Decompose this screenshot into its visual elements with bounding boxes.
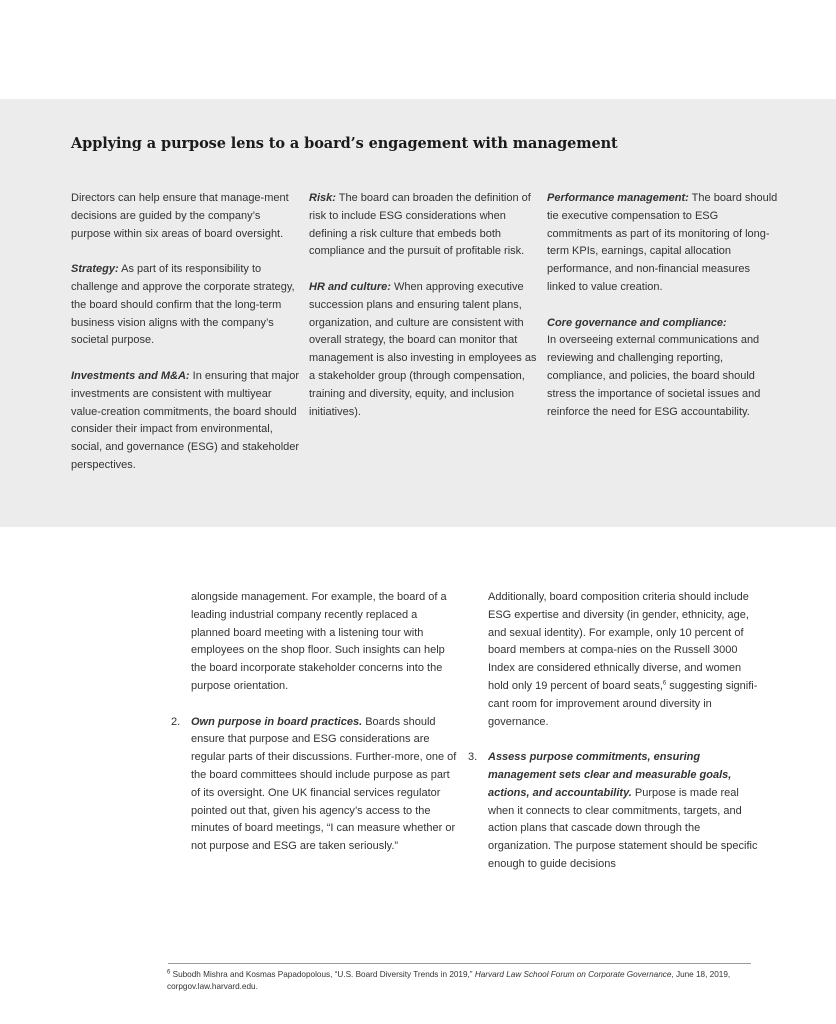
body-column-right	[468, 589, 760, 892]
box-column-3	[547, 190, 779, 439]
risk-heading: Risk:	[309, 192, 336, 204]
list-number: 3.	[468, 751, 478, 764]
strategy-text: As part of its responsibility to challenge and approve the corporate strategy, the board should confirm that the long-term business vision aligns with the company’s societal purpose.	[71, 263, 295, 347]
footnote-text: Subodh Mishra and Kosmas Papadopolous, “U.S. Board Diversity Trends in 2019,”	[170, 970, 475, 979]
box-risk	[309, 190, 541, 261]
box-hr-culture	[309, 279, 541, 421]
list-item-3	[468, 749, 760, 874]
performance-heading: Performance management:	[547, 192, 689, 204]
box-investments	[71, 368, 301, 475]
investments-heading: Investments and M&A:	[71, 369, 190, 382]
hr-culture-text: When approving executive succession plans and ensuring talent plans, organization, and culture are consistent with overall strategy, the board can monitor that management is also investing in employees as a stakeholder group (through compensation, training and diversity, equity, and inclusion initiatives).	[309, 280, 537, 418]
paragraph-text-cont: suggesting signifi-cant room for improvement around diversity in governance.	[488, 679, 758, 728]
list-item-text: Purpose is made real when it connects to clear commitments, targets, and action plans that cascade down through the organization. The purpose statement should be specific enough to guide decisions	[488, 786, 758, 870]
performance-text: The board should tie executive compensation to ESG commitments as part of its monitoring of long-term KPIs, earnings, capital allocation performance, and non-financial measures linked to value creation.	[547, 192, 778, 293]
footnote-source: Harvard Law School Forum on Corporate Governance	[474, 970, 672, 979]
footnote-divider	[168, 963, 751, 964]
box-column-1	[71, 190, 301, 493]
body-paragraph	[488, 589, 760, 731]
governance-text: In overseeing external communications and reviewing and challenging reporting, compliance, and policies, the board should stress the importance of societal issues and reinforce the need for ESG accountability.	[547, 334, 761, 418]
hr-culture-heading: HR and culture:	[309, 280, 391, 293]
strategy-heading: Strategy:	[71, 263, 119, 276]
box-governance	[547, 315, 779, 422]
box-strategy	[71, 261, 301, 350]
body-column-left	[171, 589, 457, 874]
paragraph-text: Additionally, board composition criteria should include ESG expertise and diversity (in gender, ethnicity, age, and sexual identity). For example, only 10 percent of board members at compa-nies on the Russell 3000 Index are considered ethnically diverse, and women hold only 19 percent of board seats,	[488, 591, 749, 692]
footnote-mark: 6	[167, 969, 171, 976]
box-intro: Directors can help ensure that manage-ment decisions are guided by the company’s purpose within six areas of board oversight.	[71, 192, 289, 240]
list-item-text: Boards should ensure that purpose and ESG considerations are regular parts of their discussions. Further-more, one of the board committees should include purpose as part of its oversight. One UK financial services regulator pointed out that, given his agency’s access to the minutes of board meetings, “I can measure whether or not purpose and ESG are taken seriously.”	[191, 715, 457, 853]
risk-text: The board can broaden the definition of risk to include ESG considerations when defining a risk culture that embeds both compliance and the pursuit of profitable risk.	[309, 192, 531, 258]
footnote-text-cont: , June 18, 2019, corpgov.law.harvard.edu.	[167, 970, 731, 991]
list-number: 2.	[171, 715, 181, 728]
investments-text: In ensuring that major investments are consistent with multiyear value-creation commitments, the board should consider their impact from environmental, social, and governance (ESG) and stakeholder perspectives.	[71, 369, 300, 471]
box-performance	[547, 190, 779, 297]
governance-heading: Core governance and compliance:	[547, 316, 727, 329]
list-item-heading: Assess purpose commitments, ensuring management sets clear and measurable goals, actions, and accountability.	[488, 751, 732, 799]
box-title: Applying a purpose lens to a board’s engagement with management	[71, 135, 618, 152]
footnote	[167, 969, 757, 993]
list-item-heading: Own purpose in board practices.	[191, 715, 363, 728]
body-paragraph: alongside management. For example, the board of a leading industrial company recently replaced a planned board meeting with a listening tour with employees on the shop floor. Such insights can help the board incorporate stakeholder concerns into the purpose orientation.	[191, 591, 447, 692]
footnote-reference[interactable]: 6	[662, 680, 667, 687]
list-item-2	[171, 714, 457, 856]
box-column-2	[309, 190, 541, 439]
